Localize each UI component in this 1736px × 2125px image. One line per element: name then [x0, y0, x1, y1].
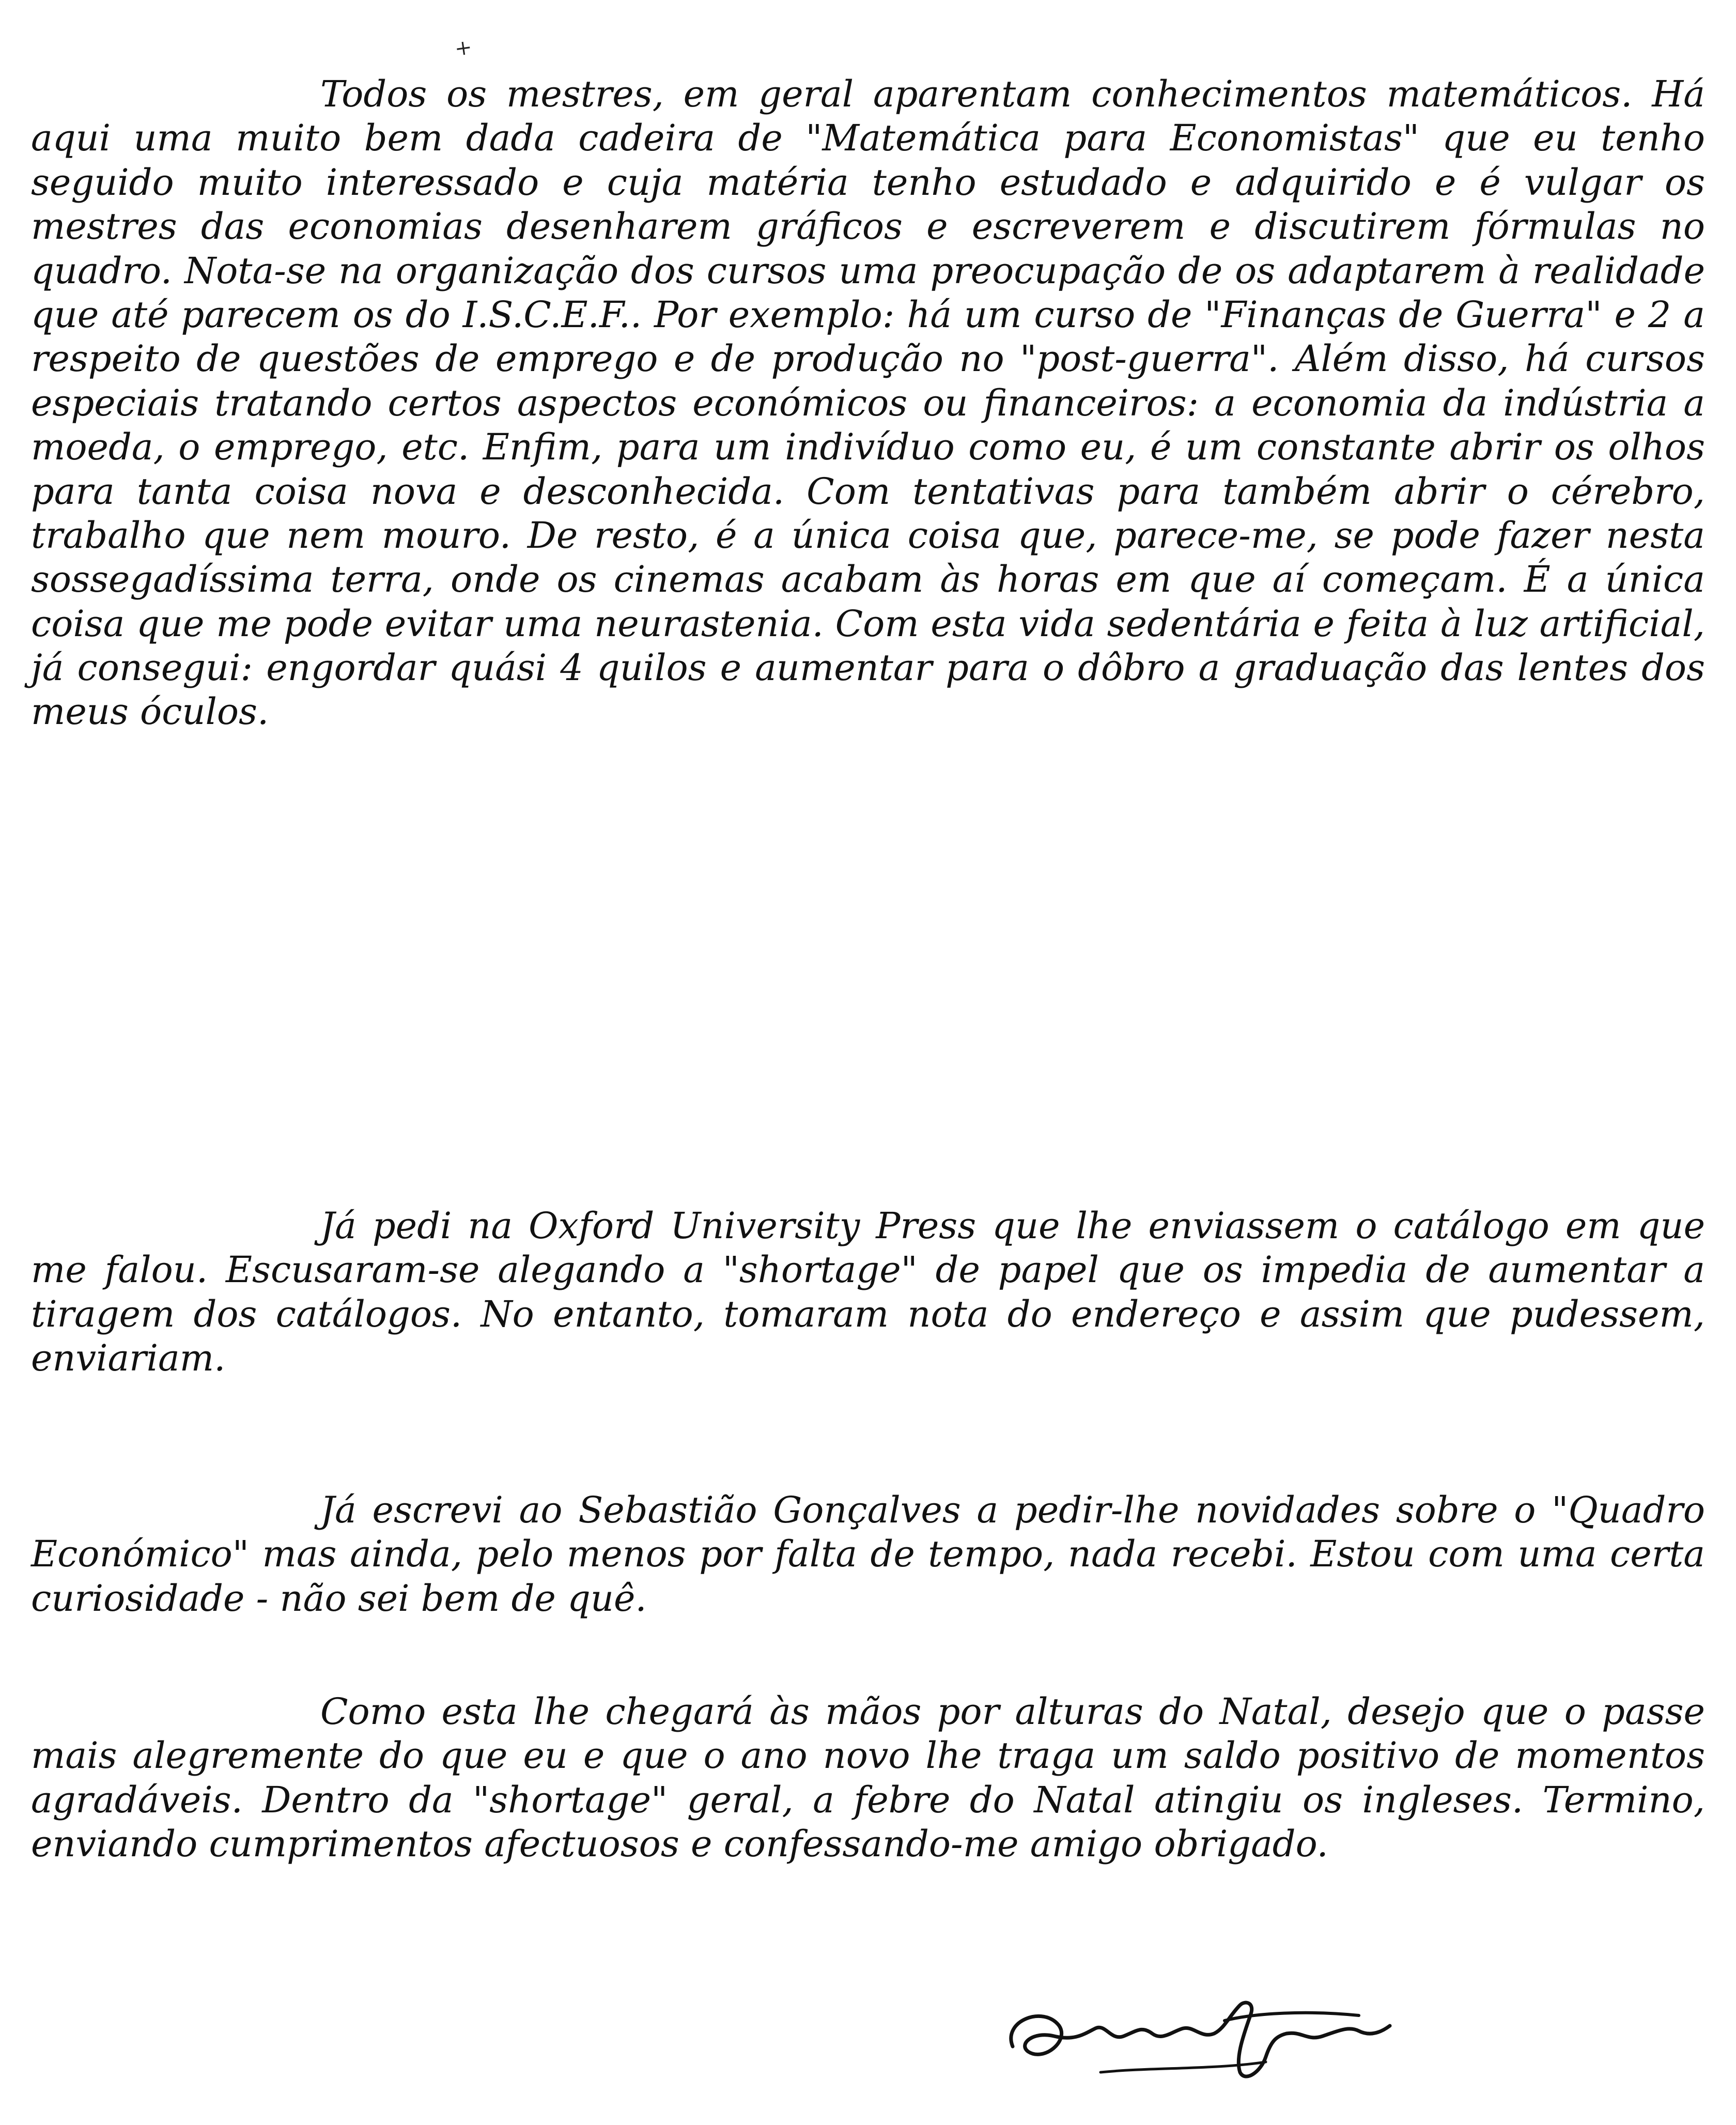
handwritten-signature: [997, 1984, 1400, 2088]
top-mark: +: [453, 35, 474, 61]
paragraph-text: Como esta lhe chegará às mãos por alturas do Natal, desejo que o passe mais alegremente do que eu e que o ano novo lhe traga um saldo positivo de momentos agradáveis. Dentro da "shortage" geral, a febre do Natal atingiu os ingleses. Termino, enviando cumprimentos afectuosos e confessando-me amigo obrigado.: [31, 1690, 1705, 1866]
signature-drawing: [997, 1984, 1400, 2088]
paragraph-text: Já pedi na Oxford University Press que lhe enviassem o catálogo em que me falou. Escusaram-se alegando a "shortage" de papel que os impedia de aumentar a tiragem dos catálogos. No entanto, tomaram nota do endereço e assim que pudessem, enviariam.: [31, 1205, 1705, 1380]
letter-paragraph-3: [31, 1488, 1705, 1621]
letter-paragraph-2: [31, 1204, 1705, 1381]
paragraph-text: Já escrevi ao Sebastião Gonçalves a pedir-lhe novidades sobre o "Quadro Económico" mas ainda, pelo menos por falta de tempo, nada recebi. Estou com uma certa curiosidade - não sei bem de quê.: [31, 1489, 1705, 1620]
letter-paragraph-1: [31, 72, 1705, 734]
paragraph-text: Todos os mestres, em geral aparentam conhecimentos matemáticos. Há aqui uma muito bem dada cadeira de "Matemática para Economistas" que eu tenho seguido muito interessado e cuja matéria tenho estudado e adquirido e é vulgar os mestres das economias desenharem gráficos e escreverem e discutirem fórmulas no quadro. Nota-se na organização dos cursos uma preocupação de os adaptarem à realidade que até parecem os do I.S.C.E.F.. Por exemplo: há um curso de "Finanças de Guerra" e 2 a respeito de questões de emprego e de produção no "post-guerra". Além disso, há cursos especiais tratando certos aspectos económicos ou financeiros: a economia da indústria a moeda, o emprego, etc. Enfim, para um indivíduo como eu, é um constante abrir os olhos para tanta coisa nova e desconhecida. Com tentativas para também abrir o cérebro, trabalho que nem mouro. De resto, é a única coisa que, parece-me, se pode fazer nesta sossegadíssima terra, onde os cinemas acabam às horas em que aí começam. É a única coisa que me pode evitar uma neurastenia. Com esta vida sedentária e feita à luz artificial, já consegui: engordar quási 4 quilos e aumentar para o dôbro a graduação das lentes dos meus óculos.: [31, 73, 1705, 733]
letter-paragraph-4: [31, 1690, 1705, 1867]
